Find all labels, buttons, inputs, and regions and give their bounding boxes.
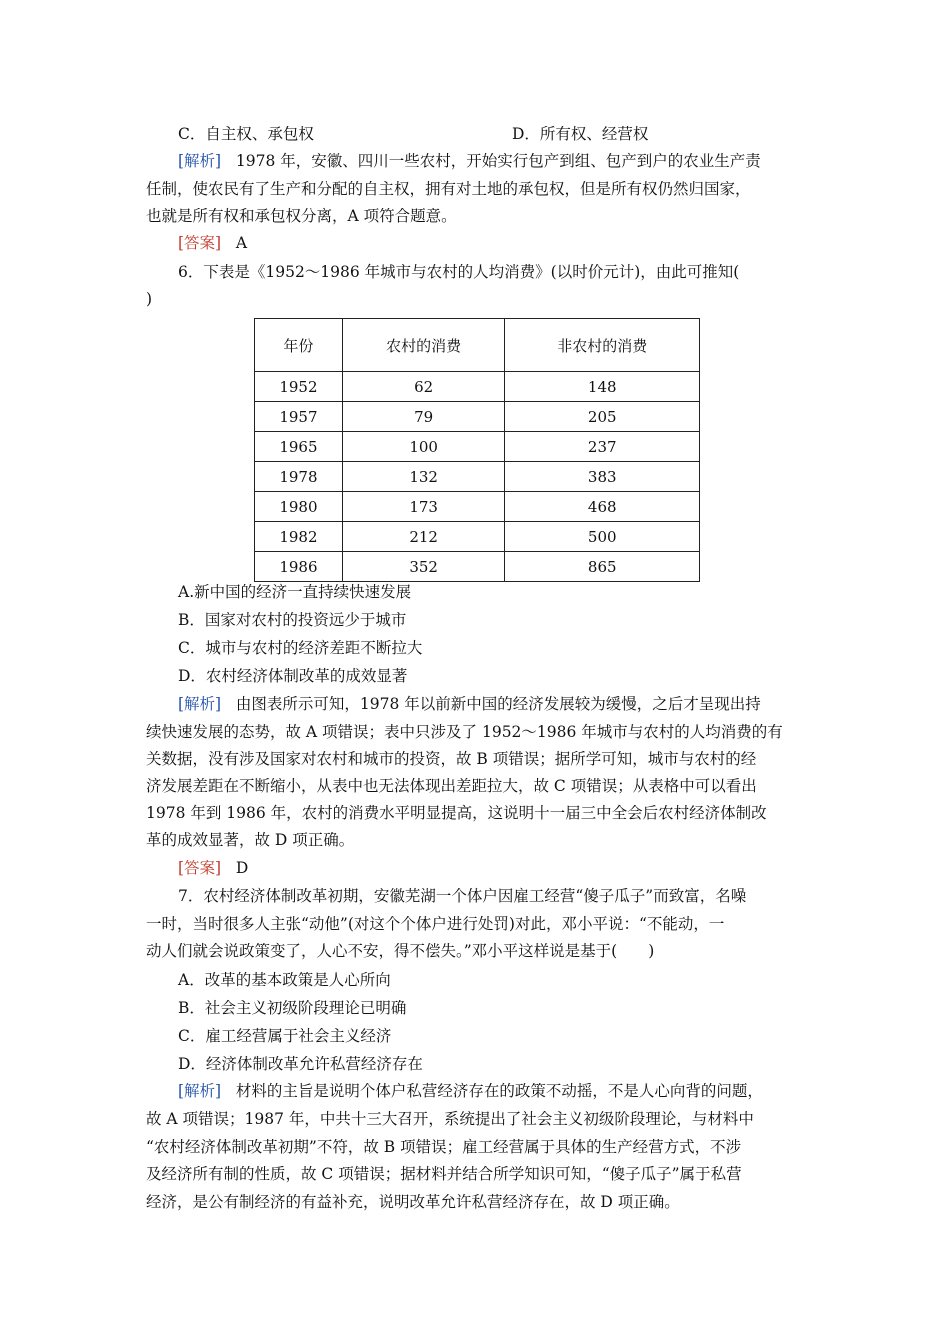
table-row	[255, 402, 700, 432]
q6-answer	[178, 858, 248, 878]
q6-stem-line-1: 6．下表是《1952～1986 年城市与农村的人均消费》(以时价元计)，由此可推知(	[178, 263, 740, 281]
q6-analysis-line-2: 续快速发展的态势，故 A 项错误；表中只涉及了 1952～1986 年城市与农村的人均消费的有	[146, 723, 783, 741]
header-nonrural: 非农村的消费	[505, 319, 700, 372]
q7-option-b: B．社会主义初级阶段理论已明确	[178, 999, 407, 1017]
table-row	[255, 372, 700, 402]
q6-answer-value: D	[235, 859, 249, 877]
q7-option-c: C．雇工经营属于社会主义经济	[178, 1027, 392, 1045]
q7-analysis-text-1: 材料的主旨是说明个体户私营经济存在的政策不动摇，不是人心向背的问题，	[235, 1082, 763, 1100]
consumption-table	[254, 318, 700, 582]
q6-analysis-line-1	[178, 694, 761, 714]
q7-analysis-line-4: 及经济所有制的性质，故 C 项错误；据材料并结合所学知识可知，“傻子瓜子”属于私营	[146, 1165, 742, 1183]
cell-year: 1957	[255, 402, 343, 432]
cell-rural: 62	[342, 372, 505, 402]
q7-analysis-line-1	[178, 1081, 763, 1101]
q7-analysis-line-2: 故 A 项错误；1987 年，中共十三大召开，系统提出了社会主义初级阶段理论，与材料中	[146, 1110, 754, 1128]
q5-analysis-text-1: 1978 年，安徽、四川一些农村，开始实行包产到组、包产到户的农业生产责	[235, 152, 761, 170]
q6-analysis-line-3: 关数据，没有涉及国家对农村和城市的投资，故 B 项错误；据所学可知，城市与农村的经	[146, 750, 757, 768]
cell-nonrural: 500	[505, 522, 700, 552]
table-row	[255, 492, 700, 522]
q5-answer-value: A	[235, 234, 248, 252]
cell-nonrural: 383	[505, 462, 700, 492]
cell-rural: 100	[342, 432, 505, 462]
q5-option-c: C．自主权、承包权	[178, 125, 314, 143]
q6-analysis-text-1: 由图表所示可知，1978 年以前新中国的经济发展较为缓慢，之后才呈现出持	[235, 695, 761, 713]
cell-nonrural: 205	[505, 402, 700, 432]
cell-year: 1965	[255, 432, 343, 462]
cell-year: 1982	[255, 522, 343, 552]
q5-answer-tag: [答案]	[178, 234, 222, 252]
q7-analysis-line-3: “农村经济体制改革初期”不符，故 B 项错误；雇工经营属于具体的生产经营方式，不涉	[146, 1138, 742, 1156]
q6-option-c: C．城市与农村的经济差距不断拉大	[178, 639, 423, 657]
table-row	[255, 552, 700, 582]
q7-analysis-tag: [解析]	[178, 1082, 222, 1100]
header-rural: 农村的消费	[342, 319, 505, 372]
q5-analysis-tag: [解析]	[178, 152, 222, 170]
q6-analysis-tag: [解析]	[178, 695, 222, 713]
cell-rural: 173	[342, 492, 505, 522]
cell-year: 1952	[255, 372, 343, 402]
cell-rural: 79	[342, 402, 505, 432]
q7-analysis-line-5: 经济，是公有制经济的有益补充，说明改革允许私营经济存在，故 D 项正确。	[146, 1193, 680, 1211]
header-year: 年份	[255, 319, 343, 372]
table-row	[255, 522, 700, 552]
cell-nonrural: 865	[505, 552, 700, 582]
q5-option-d: D．所有权、经营权	[512, 125, 649, 143]
q7-option-a: A．改革的基本政策是人心所向	[178, 971, 391, 989]
table-header-row	[255, 319, 700, 372]
q7-option-d: D．经济体制改革允许私营经济存在	[178, 1055, 423, 1073]
cell-year: 1980	[255, 492, 343, 522]
cell-rural: 132	[342, 462, 505, 492]
table-row	[255, 462, 700, 492]
q6-option-b: B．国家对农村的投资远少于城市	[178, 611, 407, 629]
q7-stem-line-1: 7．农村经济体制改革初期，安徽芜湖一个体户因雇工经营“傻子瓜子”而致富，名噪	[178, 887, 747, 905]
q5-answer	[178, 233, 247, 253]
cell-nonrural: 148	[505, 372, 700, 402]
q6-stem-line-2: )	[146, 290, 153, 308]
cell-rural: 352	[342, 552, 505, 582]
cell-year: 1978	[255, 462, 343, 492]
q6-analysis-line-4: 济发展差距在不断缩小，从表中也无法体现出差距拉大，故 C 项错误；从表格中可以看出	[146, 777, 757, 795]
q5-analysis-line-3: 也就是所有权和承包权分离，A 项符合题意。	[146, 207, 457, 225]
q7-stem-line-3: 动人们就会说政策变了，人心不安，得不偿失。”邓小平这样说是基于( )	[146, 942, 655, 960]
table-row	[255, 432, 700, 462]
q7-stem-line-2: 一时，当时很多人主张“动他”(对这个个体户进行处罚)对此，邓小平说：“不能动，一	[146, 915, 725, 933]
q6-analysis-line-6: 革的成效显著，故 D 项正确。	[146, 831, 355, 849]
q5-analysis-line-2: 任制，使农民有了生产和分配的自主权，拥有对土地的承包权，但是所有权仍然归国家，	[146, 180, 751, 198]
q5-analysis-line-1	[178, 151, 761, 171]
cell-nonrural: 468	[505, 492, 700, 522]
q6-answer-tag: [答案]	[178, 859, 222, 877]
q6-option-a: A.新中国的经济一直持续快速发展	[178, 583, 412, 601]
cell-nonrural: 237	[505, 432, 700, 462]
q6-option-d: D．农村经济体制改革的成效显著	[178, 667, 408, 685]
cell-rural: 212	[342, 522, 505, 552]
q6-analysis-line-5: 1978 年到 1986 年，农村的消费水平明显提高，这说明十一届三中全会后农村经济体制改	[146, 804, 767, 822]
cell-year: 1986	[255, 552, 343, 582]
